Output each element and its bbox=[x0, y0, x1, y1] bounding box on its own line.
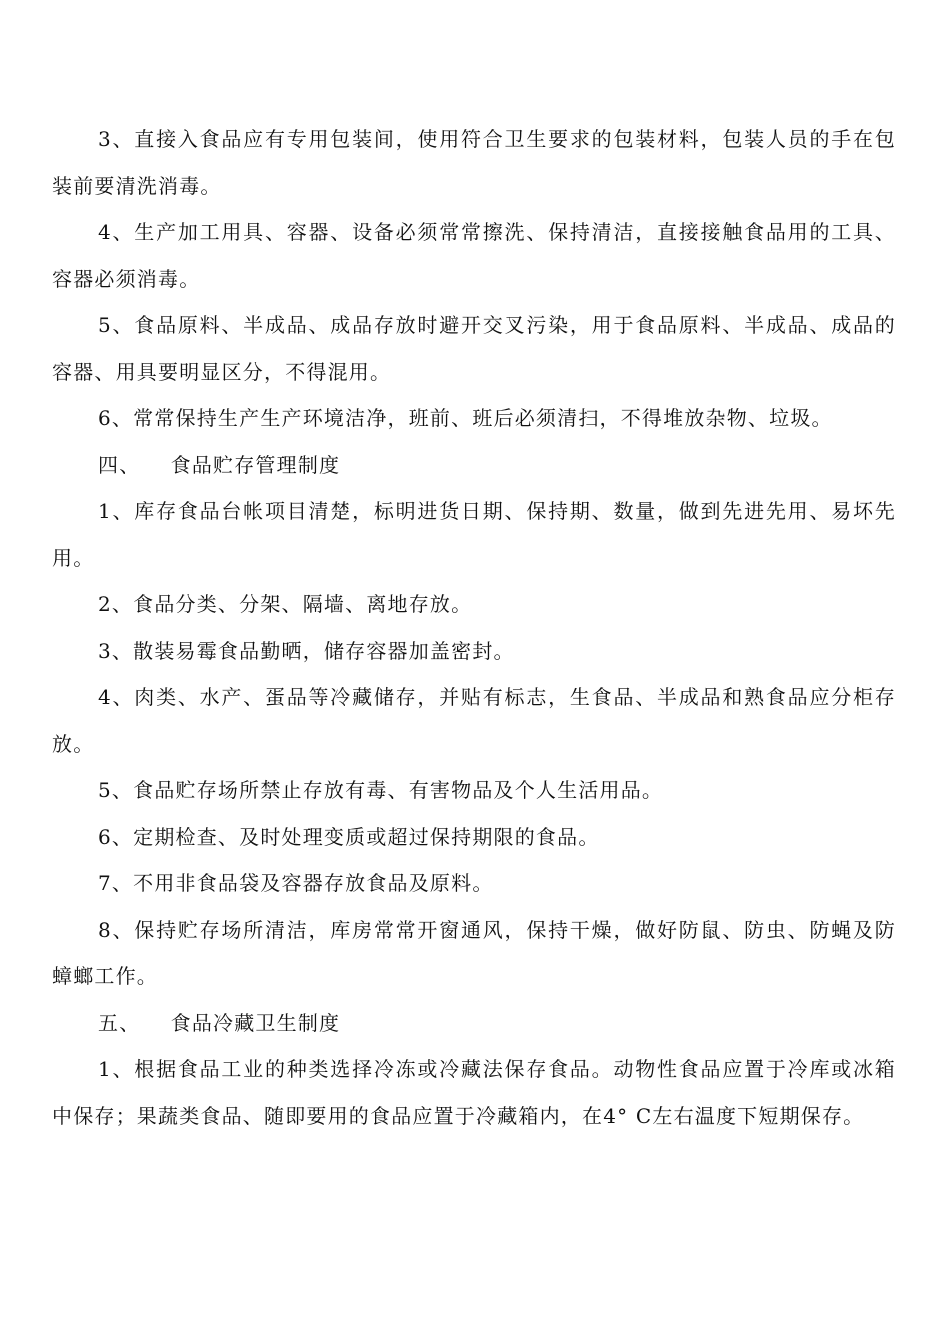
section-heading-cold-storage: 五、 食品冷藏卫生制度 bbox=[98, 1010, 341, 1035]
paragraph-no-toxic: 5、食品贮存场所禁止存放有毒、有害物品及个人生活用品。 bbox=[98, 778, 664, 802]
paragraph-packaging-room: 3、直接入食品应有专用包装间，使用符合卫生要求的包装材料，包装人员的手在包装前要清洗消毒。 bbox=[52, 127, 896, 198]
paragraph-regular-check: 6、定期检查、及时处理变质或超过保持期限的食品。 bbox=[98, 824, 600, 849]
paragraph-tools-cleaning: 4、生产加工用具、容器、设备必须常常擦洗、保持清洁，直接接触食品用的工具、容器必须消毒。 bbox=[52, 220, 896, 291]
paragraph-environment-clean: 6、常常保持生产生产环境洁净，班前、班后必须清扫，不得堆放杂物、垃圾。 bbox=[98, 406, 833, 430]
paragraph-freezing-method: 1、根据食品工业的种类选择冷冻或冷藏法保存食品。动物性食品应置于冷库或冰箱中保存；果蔬类食品、随即要用的食品应置于冷藏箱内，在4° C左右温度下短期保存。 bbox=[52, 1057, 896, 1128]
section-heading-storage: 四、 食品贮存管理制度 bbox=[98, 452, 341, 477]
document-body bbox=[52, 116, 896, 1139]
paragraph-no-nonfood-bags: 7、不用非食品袋及容器存放食品及原料。 bbox=[98, 871, 494, 895]
paragraph-inventory-ledger: 1、库存食品台帐项目清楚，标明进货日期、保持期、数量，做到先进先用、易坏先用。 bbox=[52, 499, 896, 570]
paragraph-refrigerated-meat: 4、肉类、水产、蛋品等冷藏储存，并贴有标志，生食品、半成品和熟食品应分柜存放。 bbox=[52, 685, 896, 756]
paragraph-storage-clean: 8、保持贮存场所清洁，库房常常开窗通风，保持干燥，做好防鼠、防虫、防蝇及防蟑螂工作。 bbox=[52, 917, 896, 988]
paragraph-bulk-food: 3、散装易霉食品勤晒，储存容器加盖密封。 bbox=[98, 638, 515, 663]
paragraph-cross-contamination: 5、食品原料、半成品、成品存放时避开交叉污染，用于食品原料、半成品、成品的容器、用具要明显区分，不得混用。 bbox=[52, 313, 896, 384]
paragraph-classified-storage: 2、食品分类、分架、隔墙、离地存放。 bbox=[98, 592, 473, 616]
